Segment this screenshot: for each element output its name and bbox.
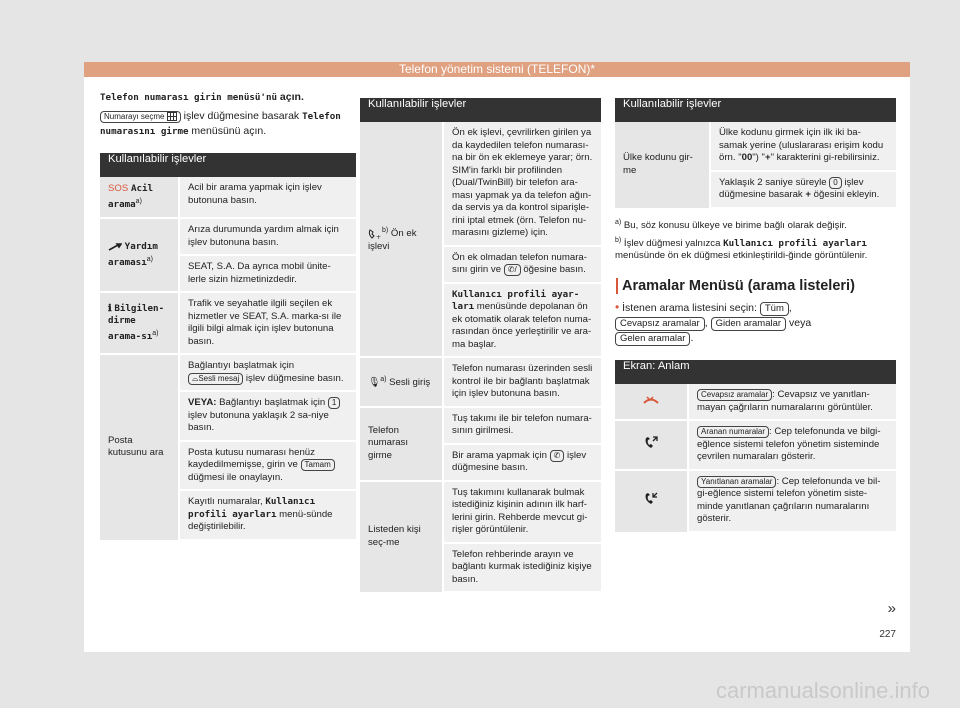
tab-all-calls[interactable]: Tüm: [760, 302, 789, 316]
table-header: Kullanılabilir işlevler: [360, 98, 601, 122]
received-calls-chip: Yanıtlanan aramalar: [697, 476, 776, 488]
footnote-ref: b): [382, 226, 389, 234]
row-posta-value-4: [179, 490, 356, 540]
intro-paragraph-2: [100, 109, 356, 139]
intro2-end: menüsünü açın.: [188, 125, 267, 137]
footnote-ref: a): [146, 255, 153, 263]
onek-text3: menüsünde depolanan ön ek otomatik olarak telefon numa-rasından önce yerleştirilir ve ara-ma başlar.: [452, 301, 592, 350]
row-onek-value-2: [443, 246, 601, 283]
posta-text2b: işlev butonuna yaklaşık 2 sa-niye basın.: [188, 409, 329, 434]
ok-chip: Tamam: [301, 459, 335, 471]
row-sos-value: Acil bir arama yapmak için işlev butonuna basın.: [179, 177, 356, 218]
ulke-text1a: Ülke kodunu girmek için ilk iki ba-samak yerine (uluslararası erişim kodu örn. ": [719, 127, 884, 163]
footnote-a: [615, 217, 896, 232]
footnote-ref: a): [152, 329, 159, 337]
row-sesli-value: Telefon numarası üzerinden sesli kontrol ile bir bağlantı başlatmak için işlev butonuna basın.: [443, 357, 601, 407]
footnote-ref: a): [135, 197, 142, 205]
ulke-mid: ") ": [752, 152, 765, 163]
posta-text1b: işlev düğmesine basın.: [243, 372, 344, 384]
row-sesli-key: [360, 357, 443, 407]
ulke-text2a: Yaklaşık 2 saniye süreyle: [719, 176, 830, 188]
key-1-voicemail-icon: 1: [328, 397, 340, 409]
voicemail-icon: ⌓: [192, 373, 199, 383]
footnote-b-marker: b): [615, 236, 622, 244]
phone-prefix-button-icon: ✆/: [504, 264, 521, 276]
bilgi-label: Bilgilen-dirme arama-sı: [108, 302, 165, 343]
row-posta-value-3: [179, 441, 356, 491]
row-onek-key: [360, 122, 443, 357]
posta-text4a: Kayıtlı numaralar,: [188, 496, 266, 508]
row-yardim-key: [100, 218, 179, 292]
ulke-text2c: öğesini ekleyin.: [811, 189, 880, 200]
footnote-b-text1: İşlev düğmesi yalnızca: [623, 237, 724, 249]
ulke-text1b: " karakterini gi-rebilirsiniz.: [770, 152, 880, 163]
posta-text3a: Posta kutusu numarası henüz kaydedilmemişse, girin ve: [188, 446, 315, 471]
footnote-a-marker: a): [615, 218, 622, 226]
row-ulke-value-2: [710, 171, 896, 208]
veya-label: VEYA:: [188, 397, 217, 409]
row-bilgi-key: [100, 292, 179, 354]
instruction-bullet: • İstenen arama listesini seçin: Tüm , Cevapsız aramalar , Giden aramalar veya Gelen aramalar .: [615, 300, 812, 345]
row-tel-value-1: Tuş takımı ile bir telefon numara-sının girilmesi.: [443, 407, 601, 444]
voice-input-icon: 🎙: [368, 377, 381, 389]
footnote-a-text: Bu, söz konusu ülkeye ve birime bağlı olarak değişir.: [623, 219, 847, 231]
received-call-icon-cell: [615, 470, 688, 532]
user-profile-settings-label: Kullanıcı profili ayarları: [188, 496, 316, 520]
onek-label: Ön ek işlevi: [368, 228, 417, 252]
onek-text2b: öğesine basın.: [520, 264, 586, 275]
missed-calls-text: : Cevapsız ve yanıtlan-mayan çağrıların numaralarını görüntüler.: [697, 389, 873, 413]
footnote-b-text2: menüsünde ön ek düğmesi etkinleştirildi-ğinde görüntülenir.: [615, 249, 868, 261]
voicemail-chip: [188, 373, 243, 385]
intro2: işlev düğmesine basarak: [180, 110, 303, 122]
row-liste-value-1: Tuş takımını kullanarak bulmak istediğiniz kişinin adının ilk harf-lerini girin. Rehberde mevcut gi-rişler görüntülenir.: [443, 481, 601, 543]
tel-text2b: işlev düğmesine basın.: [452, 449, 587, 473]
posta-text1a: Bağlantıyı başlatmak için: [188, 360, 295, 372]
row-posta-value-1: [179, 354, 356, 391]
dialed-call-icon-cell: [615, 420, 688, 470]
row-yardim-value-2: SEAT, S.A. Da ayrıca mobil ünite-lerle sizin hizmetinizdedir.: [179, 255, 356, 292]
tab-received-calls[interactable]: Gelen aramalar: [615, 332, 690, 346]
info-icon: ℹ: [108, 302, 112, 314]
posta-text4b: menü-sünde değiştirilebilir.: [188, 508, 333, 533]
voicemail-chip-label: Sesli mesaj: [198, 373, 240, 383]
row-posta-key: Posta kutusunu ara: [100, 354, 179, 540]
functions-table-2: [360, 98, 601, 593]
intro-end: açın.: [277, 91, 304, 103]
row-ulke-key: Ülke kodunu gir-me: [615, 122, 710, 208]
intro2-menu-name: Telefon numarasını girme: [100, 111, 341, 137]
row-yardim-value-1: Arıza durumunda yardım almak için işlev butonuna basın.: [179, 218, 356, 255]
row-tel-key: Telefon numarası girme: [360, 407, 443, 481]
ulke-00: 00: [741, 152, 753, 163]
page-header: Telefon yönetim sistemi (TELEFON)*: [84, 62, 910, 77]
intro-paragraph: [100, 90, 356, 105]
ulke-text2b: işlev düğmesine basarak: [719, 176, 864, 200]
row-sos-key: [100, 177, 179, 218]
dialed-calls-text: : Cep telefonunda ve bilgi-eğlence sistemi telefon yönetim sisteminde çevrilen numaraları gösterir.: [697, 426, 881, 463]
watermark: carmanualsonline.info: [715, 678, 930, 703]
manual-page: [84, 62, 910, 652]
posta-text2a: Bağlantıyı başlatmak için: [216, 397, 328, 409]
functions-table-1: [100, 153, 356, 541]
column-1: [100, 90, 356, 541]
veya-text: veya: [786, 317, 812, 330]
row-onek-value-3: [443, 283, 601, 358]
sos-icon: SOS: [108, 183, 129, 194]
bullet-icon: •: [615, 300, 620, 315]
row-onek-value-1: Ön ek işlevi, çevrilirken girilen ya da kaydedilen telefon numarası-na bir ön ek eklemeye yarar; örn. SIM'in farklı bir profilinden (Dual/TwinBill) bir telefon ara-ması yapmak ya da telefon ağın-da servis ya da kontrol siparişle-rini iptal etmek (örn. Telefon nu-marasını gizleme) için.: [443, 122, 601, 246]
received-calls-text: : Cep telefonunda ve bil-gi-eğlence sistemi telefon yönetim siste-minde yanıtlanan çağrıların numaralarını gösterir.: [697, 475, 881, 525]
call-icon: ✆: [550, 450, 565, 462]
column-2: [360, 98, 601, 593]
tel-text2a: Bir arama yapmak için: [452, 449, 550, 461]
functions-table-3: [615, 98, 896, 209]
missed-call-icon-cell: [615, 384, 688, 420]
ulke-plus-2: +: [805, 189, 812, 200]
sos-label: Acil arama: [108, 183, 154, 210]
onek-text2a: Ön ek olmadan telefon numara-sını girin ve: [452, 251, 587, 275]
dialed-call-icon: [643, 435, 659, 451]
dialed-calls-row: [688, 420, 896, 470]
tab-dialed-calls[interactable]: Giden aramalar: [711, 317, 786, 331]
select-number-chip-label: Numarayı seçme: [104, 112, 165, 121]
phone-prefix-icon: [368, 228, 382, 240]
table-header: Kullanılabilir işlevler: [615, 98, 896, 122]
row-liste-value-2: Telefon rehberinde arayın ve bağlantı kurmak istediğiniz kişiye basın.: [443, 543, 601, 593]
page-number: 227: [879, 629, 896, 640]
row-tel-value-2: [443, 444, 601, 481]
footnote-b: [615, 235, 896, 262]
ulke-plus: +: [764, 152, 771, 163]
received-call-icon: [643, 491, 659, 507]
section-title: [615, 277, 896, 294]
missed-calls-chip: Cevapsız aramalar: [697, 389, 772, 401]
intro-menu-name: Telefon numarası girin menüsü'nü: [100, 92, 278, 103]
missed-call-icon: [642, 394, 660, 406]
section-title-text: Aramalar Menüsü (arama listeleri): [616, 278, 855, 294]
svg-text:+: +: [376, 233, 382, 240]
table-header: Ekran: Anlam: [615, 360, 896, 384]
bullet-text: İstenen arama listesini seçin:: [619, 302, 760, 315]
column-3: [615, 98, 896, 533]
received-calls-row: [688, 470, 896, 532]
dialed-calls-chip: Aranan numaralar: [697, 426, 769, 438]
keypad-icon: [167, 112, 177, 121]
select-number-chip: [100, 111, 181, 123]
wrench-icon: [108, 243, 122, 251]
row-bilgi-value: Trafik ve seyahatle ilgili seçilen ek hizmetler ve SEAT, S.A. marka-sı ile ilgili bilgi almak için işlev butonuna basın.: [179, 292, 356, 354]
table-header: Kullanılabilir işlevler: [100, 153, 356, 177]
screen-meaning-table: [615, 360, 896, 533]
posta-text3b: düğmesi ile onaylayın.: [188, 471, 283, 483]
row-posta-value-2: [179, 391, 356, 441]
key-0-chip: 0: [829, 177, 841, 189]
missed-calls-row: [688, 384, 896, 420]
footnote-ref: a): [380, 375, 387, 383]
row-ulke-value-1: [710, 122, 896, 171]
sesli-label: Sesli giriş: [386, 377, 431, 389]
yardim-label: Yardım araması: [108, 241, 158, 268]
next-page-arrow: »: [887, 600, 896, 617]
user-profile-settings-label: Kullanıcı profili ayarları: [723, 237, 867, 249]
user-profile-settings-label: Kullanıcı profili ayar-ları: [452, 288, 580, 312]
row-liste-key: Listeden kişi seç-me: [360, 481, 443, 593]
tab-missed-calls[interactable]: Cevapsız aramalar: [615, 317, 705, 331]
